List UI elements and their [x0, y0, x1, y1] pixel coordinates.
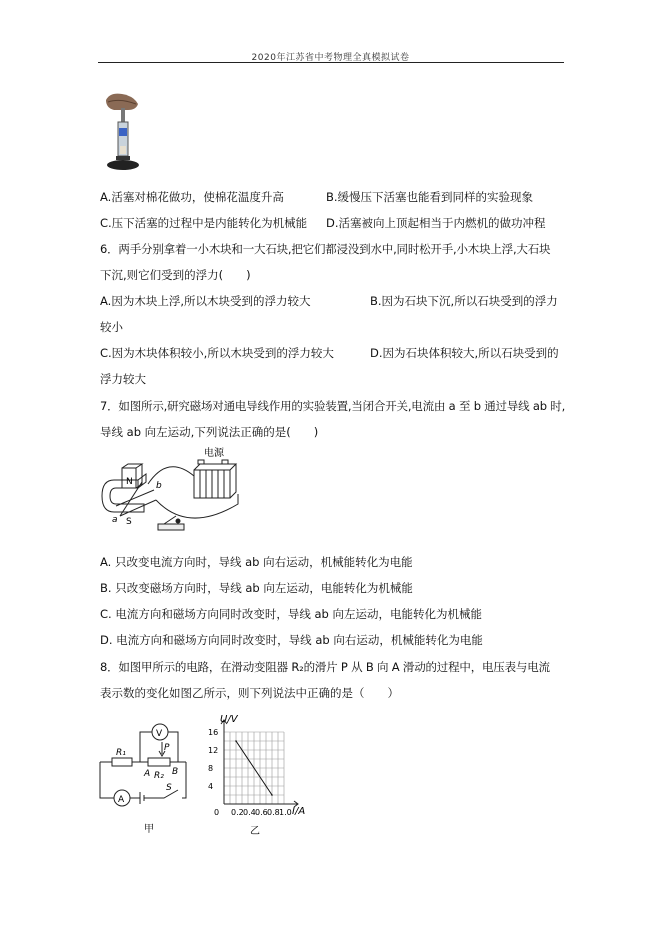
x-tick-label: 0.8 — [267, 808, 280, 817]
q5-option-c: C.压下活塞的过程中是内能转化为机械能 — [100, 216, 308, 230]
ui-graph — [196, 710, 326, 838]
q6-option-a: A.因为木块上浮,所以木块受到的浮力较大 — [100, 294, 311, 308]
q8-stem-line1: 8．如图甲所示的电路，在滑动变阻器 R₂的滑片 P 从 B 向 A 滑动的过程中，电压表与电流 — [100, 660, 550, 674]
ammeter-symbol: A — [118, 795, 125, 805]
page-header: 2020年江苏省中考物理全真模拟试卷 — [251, 53, 410, 63]
voltmeter-symbol: V — [156, 729, 163, 739]
q7-stem-line1: 7．如图所示,研究磁场对通电导线作用的实验装置,当闭合开关,电流由 a 至 b 通过导线 ab 时, — [100, 399, 566, 413]
q6-stem-line2: 下沉,则它们受到的浮力( ) — [100, 268, 251, 282]
end-b-label: B — [172, 767, 179, 777]
y-tick-label: 16 — [208, 728, 219, 737]
q6-option-d-line2: 浮力较大 — [100, 372, 146, 386]
data-point — [271, 794, 273, 796]
x-tick-label: 1.0 — [279, 808, 292, 817]
north-pole-label: N — [126, 477, 133, 487]
q7-option-d: D. 电流方向和磁场方向同时改变时，导线 ab 向右运动，机械能转化为电能 — [100, 633, 483, 647]
end-a-label: A — [144, 769, 151, 779]
circuit-diagram — [96, 718, 196, 838]
fire-syringe-figure — [100, 90, 150, 172]
circuit-caption: 甲 — [144, 824, 154, 835]
q5-option-a: A.活塞对棉花做功，使棉花温度升高 — [100, 190, 284, 204]
graph-axes — [221, 720, 298, 807]
horseshoe-magnet — [102, 464, 146, 512]
r1-label: R₁ — [116, 748, 126, 758]
r2-label: R₂ — [154, 771, 164, 781]
y-tick-label: 4 — [208, 782, 214, 791]
q7-stem-line2: 导线 ab 向左运动,下列说法正确的是( ) — [100, 425, 319, 439]
q8-stem-line2: 表示数的变化如图乙所示，则下列说法中正确的是（ ） — [100, 686, 399, 700]
switch-s-label: S — [166, 783, 172, 793]
q6-option-c: C.因为木块体积较小,所以木块受到的浮力较大 — [100, 346, 334, 360]
q7-option-c: C. 电流方向和磁场方向同时改变时，导线 ab 向左运动，电能转化为机械能 — [100, 607, 482, 621]
q6-option-b-line1: B.因为石块下沉,所以石块受到的浮力 — [370, 294, 558, 308]
switch — [158, 516, 184, 530]
header-divider — [98, 62, 564, 63]
q7-option-b: B. 只改变磁场方向时，导线 ab 向左运动，电能转化为机械能 — [100, 581, 413, 595]
y-axis-label: U/V — [220, 714, 238, 725]
end-a-label: a — [112, 515, 118, 525]
south-pole-label: S — [126, 517, 132, 527]
end-b-label: b — [156, 481, 162, 491]
x-tick-label: 0.2 — [231, 808, 244, 817]
q5-option-d: D.活塞被向上顶起相当于内燃机的做功冲程 — [326, 216, 546, 230]
q6-option-b-line2: 较小 — [100, 320, 123, 334]
power-source — [194, 460, 236, 498]
graph-caption: 乙 — [250, 826, 260, 837]
y-tick-label: 12 — [208, 746, 219, 755]
data-point — [235, 740, 237, 742]
q7-option-a: A. 只改变电流方向时，导线 ab 向右运动，机械能转化为电能 — [100, 555, 413, 569]
x-tick-label: 0.6 — [255, 808, 268, 817]
y-tick-label: 8 — [208, 764, 214, 773]
x-axis-label: I/A — [292, 806, 306, 817]
x-tick-label: 0 — [214, 808, 220, 817]
q6-option-d-line1: D.因为石块体积较大,所以石块受到的 — [370, 346, 559, 360]
magnetic-force-apparatus — [98, 444, 246, 544]
source-label: 电源 — [204, 448, 224, 459]
q6-stem-line1: 6．两手分别拿着一小木块和一大石块,把它们都浸没到水中,同时松开手,小木块上浮,大石块 — [100, 242, 551, 256]
x-tick-label: 0.4 — [243, 808, 256, 817]
slider-p-label: P — [164, 743, 170, 753]
q5-option-b: B.缓慢压下活塞也能看到同样的实验现象 — [326, 190, 534, 204]
